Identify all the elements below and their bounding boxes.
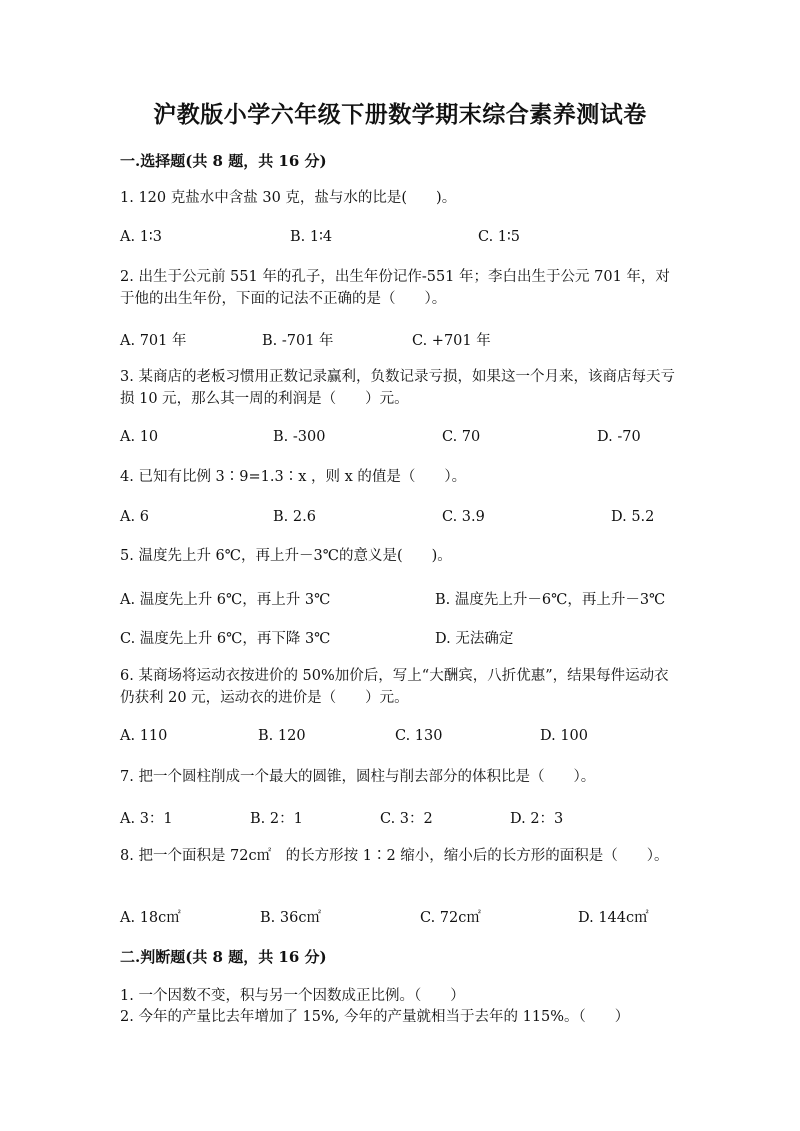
section-heading-choice: 一.选择题(共 8 题，共 16 分): [120, 152, 327, 170]
q3-option-a: A. 10: [120, 429, 159, 445]
question-8: 8. 把一个面积是 72c㎡ 的长方形按 1∶2 缩小，缩小后的长方形的面积是（ ）。: [120, 848, 669, 864]
q8-option-b: B. 36c㎡: [260, 910, 321, 926]
q5-option-b: B. 温度先上升－6℃，再上升－3℃: [435, 592, 666, 608]
q5-option-c: C. 温度先上升 6℃，再下降 3℃: [120, 631, 331, 647]
q1-option-a: A. 1∶3: [120, 229, 162, 245]
q5-option-d: D. 无法确定: [435, 631, 514, 647]
q7-option-a: A. 3：1: [120, 811, 173, 827]
question-2: 2. 出生于公元前 551 年的孔子，出生年份记作-551 年；李白出生于公元 701 年，对于他的出生年份，下面的记法不正确的是（ ）。: [120, 269, 670, 307]
page-title: 沪教版小学六年级下册数学期末综合素养测试卷: [153, 101, 647, 128]
question-6: 6. 某商场将运动衣按进价的 50%加价后，写上“大酬宾，八折优惠”，结果每件运动衣仍获利 20 元，运动衣的进价是（ ）元。: [120, 668, 669, 706]
q5-option-a: A. 温度先上升 6℃，再上升 3℃: [120, 592, 331, 608]
question-1: 1. 120 克盐水中含盐 30 克，盐与水的比是( )。: [120, 190, 457, 206]
question-7: 7. 把一个圆柱削成一个最大的圆锥，圆柱与削去部分的体积比是（ ）。: [120, 769, 596, 785]
q2-option-c: C. +701 年: [412, 333, 491, 349]
question-5: 5. 温度先上升 6℃，再上升－3℃的意义是( )。: [120, 548, 452, 564]
question-4: 4. 已知有比例 3∶9=1.3∶x ，则 x 的值是（ ）。: [120, 469, 467, 485]
q7-option-d: D. 2：3: [510, 811, 564, 827]
q8-option-d: D. 144c㎡: [578, 910, 649, 926]
q7-option-c: C. 3：2: [380, 811, 433, 827]
q2-option-a: A. 701 年: [120, 333, 187, 349]
judgment-2: 2. 今年的产量比去年增加了 15%, 今年的产量就相当于去年的 115%。（ ）: [120, 1009, 630, 1025]
q4-option-c: C. 3.9: [442, 509, 485, 525]
q6-option-b: B. 120: [258, 728, 306, 744]
q3-option-c: C. 70: [442, 429, 481, 445]
q2-option-b: B. -701 年: [262, 333, 334, 349]
q8-option-c: C. 72c㎡: [420, 910, 481, 926]
q8-option-a: A. 18c㎡: [120, 910, 181, 926]
q3-option-b: B. -300: [273, 429, 326, 445]
q1-option-b: B. 1∶4: [290, 229, 333, 245]
q4-option-d: D. 5.2: [611, 509, 655, 525]
q3-option-d: D. -70: [597, 429, 641, 445]
question-3: 3. 某商店的老板习惯用正数记录赢利，负数记录亏损，如果这一个月来，该商店每天亏损 10 元，那么其一周的利润是（ ）元。: [120, 369, 675, 407]
judgment-1: 1. 一个因数不变，积与另一个因数成正比例。（ ）: [120, 988, 465, 1004]
q1-option-c: C. 1∶5: [478, 229, 521, 245]
section-heading-judgment: 二.判断题(共 8 题，共 16 分): [120, 948, 327, 966]
q4-option-a: A. 6: [120, 509, 149, 525]
q6-option-c: C. 130: [395, 728, 443, 744]
q4-option-b: B. 2.6: [273, 509, 316, 525]
q6-option-a: A. 110: [120, 728, 168, 744]
q7-option-b: B. 2：1: [250, 811, 303, 827]
q6-option-d: D. 100: [540, 728, 589, 744]
